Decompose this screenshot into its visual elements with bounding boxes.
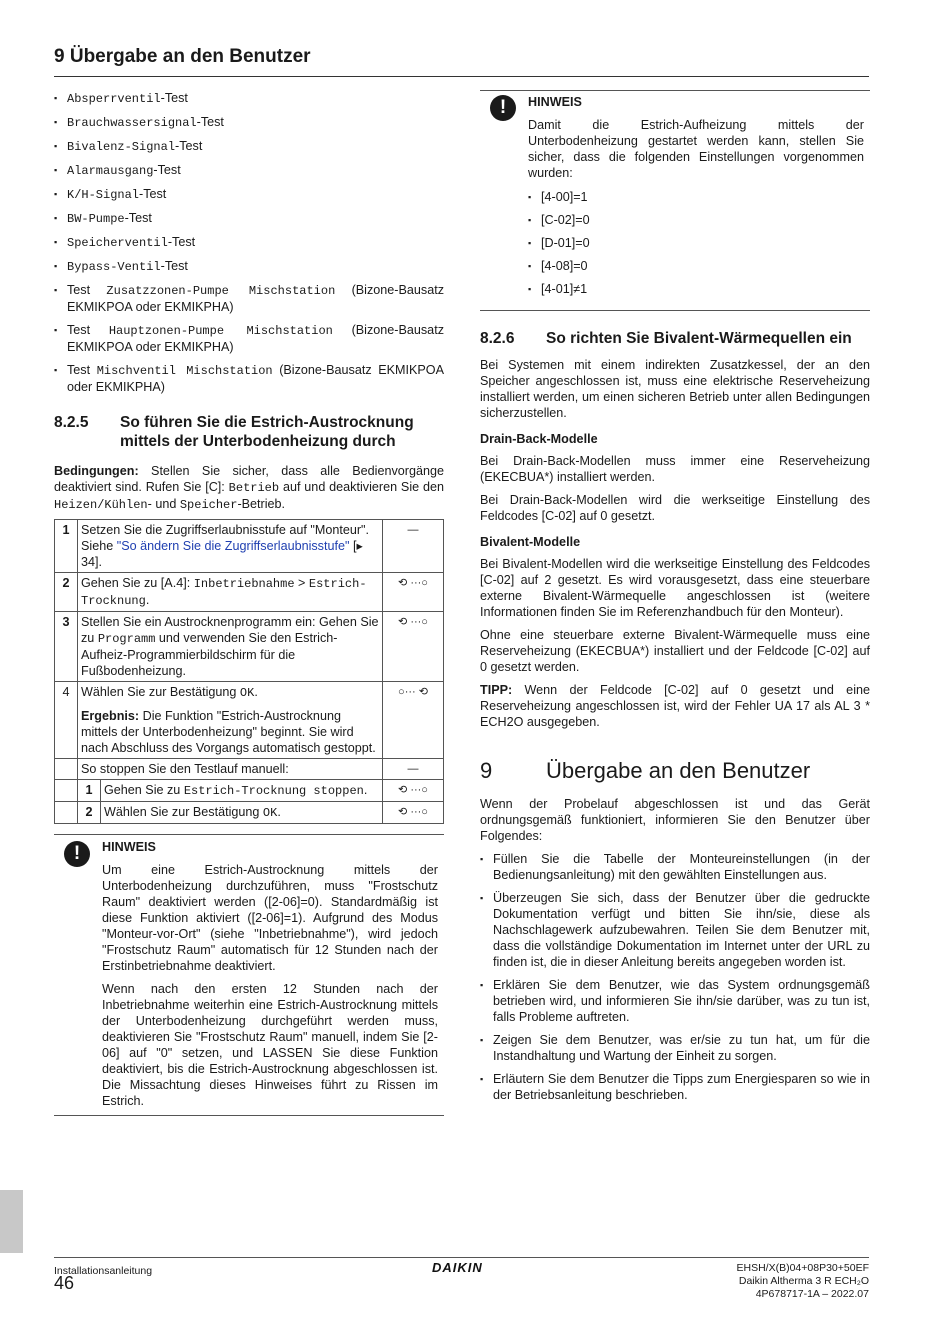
- text: Wählen Sie zur Bestätigung: [81, 685, 240, 699]
- menu-term: Estrich-Trocknung: [81, 577, 367, 608]
- section-number: 8.2.5: [54, 414, 89, 431]
- text: .: [254, 685, 258, 699]
- table-row: [55, 759, 444, 780]
- text: -Test: [160, 259, 188, 273]
- paragraph: Bei Bivalent-Modellen wird die werkseitige Einstellung des Feldcodes [C-02] auf 2 gesetzt. Es wird vorausgesetzt, dass eine steuerbare externe Bivalent-Wärmequelle angeschlossen ist (weitere Informationen finden Sie im Referenzhandbuch für den Monteur).: [480, 557, 870, 619]
- header-rule: [54, 76, 869, 77]
- section-title: So richten Sie Bivalent-Wärmequellen ein: [546, 330, 852, 347]
- text: -Test: [175, 139, 203, 153]
- chapter-heading: [480, 758, 870, 784]
- text: (Bizone-Bausatz EKMIKPOA oder EKMIKPHA): [67, 363, 444, 394]
- table-row: [55, 612, 444, 682]
- list-item: ▪ Überzeugen Sie sich, dass der Benutzer über die gedruckte Dokumentation verfügt und bitten Sie ihn/sie, diese als Nachschlagewerk aufzubewahren. Teilen Sie dem Benutzer mit, dass die vollständige Dokumentation im Internet unter der URL zu finden ist, die in dieser Anleitung bereits angegeben worden ist.: [480, 890, 870, 970]
- step-number: 2: [55, 573, 78, 612]
- menu-term: Hauptzonen-Pumpe Mischstation: [108, 324, 333, 338]
- left-column: [54, 90, 444, 1116]
- menu-term: Inbetriebnahme: [193, 577, 295, 591]
- list-item: ▪ Zeigen Sie dem Benutzer, was er/sie zu tun hat, um für die Instandhaltung und Wartung der Einheit zu sorgen.: [480, 1032, 870, 1064]
- notice-box: [54, 834, 444, 1116]
- text: - und: [147, 497, 180, 511]
- text: Test: [67, 363, 97, 377]
- paragraph: Ohne eine steuerbare externe Bivalent-Wärmequelle muss eine Reserveheizung (EKECBUA*) installiert und der Feldcode [C-02] auf 0 gesetzt werden.: [480, 628, 870, 674]
- daikin-logo: DAIKIN: [432, 1260, 483, 1275]
- footer-docnum: 4P678717-1A – 2022.07: [755, 1288, 869, 1300]
- result-label: Ergebnis:: [81, 709, 140, 723]
- list-item: ▪ Erklären Sie dem Benutzer, wie das System ordnungsgemäß betrieben wird, und informieren Sie ihn/sie darüber, was zu tun ist, falls Probleme auftreten.: [480, 977, 870, 1025]
- list-item: [54, 282, 444, 315]
- dial-icon: ⟲ ···○: [383, 573, 444, 612]
- dial-icon: ⟲ ···○: [383, 612, 444, 682]
- text: Stellen Sie ein Austrocknenprogramm ein: Gehen Sie zu: [81, 615, 379, 645]
- menu-term: BW-Pumpe: [67, 212, 125, 226]
- table-row: [55, 802, 444, 824]
- tip-paragraph: [480, 682, 870, 730]
- table-row: [55, 573, 444, 612]
- menu-term: Absperrventil: [67, 92, 161, 106]
- list-item: [54, 322, 444, 355]
- step-number: 3: [55, 612, 78, 682]
- list-item: [54, 114, 444, 131]
- list-item: ▪ [4-08]=0: [528, 258, 864, 274]
- notice-paragraph: Damit die Estrich-Aufheizung mittels der Unterbodenheizung gestartet werden kann, stellen Sie sicher, dass die folgenden Einstellungen vorgenommen wurden:: [528, 118, 864, 180]
- list-item: ▪ [4-01]≠1: [528, 281, 864, 297]
- text: Bedingungen:: [54, 464, 139, 478]
- menu-term: Speicherventil: [67, 236, 168, 250]
- menu-term: OK: [239, 686, 255, 700]
- warning-icon: !: [64, 841, 90, 867]
- text: .: [145, 593, 150, 607]
- footer-model: EHSH/X(B)04+08P30+50EF: [736, 1262, 869, 1274]
- list-item: [54, 362, 444, 395]
- text: -Test: [153, 163, 181, 177]
- step-text: [78, 612, 383, 682]
- substep-text: [101, 780, 383, 802]
- menu-term: Alarmausgang: [67, 164, 154, 178]
- bivalent-heading: Bivalent-Modelle: [480, 535, 581, 549]
- step-icon: —: [383, 759, 444, 780]
- access-level-link[interactable]: "So ändern Sie die Zugriffserlaubnisstufe": [116, 539, 350, 553]
- menu-term: Mischventil Mischstation: [96, 364, 273, 378]
- notice-title: HINWEIS: [528, 95, 582, 109]
- substep-number: 1: [78, 780, 101, 802]
- list-item: ▪ [C-02]=0: [528, 212, 864, 228]
- text: Stellen Sie sicher, dass alle Bedienvorgänge deaktiviert sind. Rufen Sie [C]:: [54, 464, 444, 494]
- notice-paragraph: Um eine Estrich-Austrocknung mittels der Unterbodenheizung durchzuführen, muss "Frostschutz Raum" deaktiviert werden ([2-06]=0). Standardmäßig ist diese Funktion aktiviert ([2-06]=1). Aufgrund des Modus "Monteur-vor-Ort" (siehe "Inbetriebnahme"), wird jedoch "Frostschutz Raum" automatisch für 12 Stunden nach der Erstinbetriebnahme deaktiviert.: [102, 863, 438, 973]
- drain-back-heading: Drain-Back-Modelle: [480, 432, 598, 446]
- footer-product: Daikin Altherma 3 R ECH₂O: [738, 1275, 869, 1287]
- text: -Test: [139, 187, 167, 201]
- list-item: [54, 186, 444, 203]
- menu-term: Speicher: [179, 498, 238, 512]
- menu-term: OK: [262, 806, 278, 820]
- paragraph: Bei Drain-Back-Modellen muss immer eine Reserveheizung (EKECBUA*) installiert werden.: [480, 454, 870, 484]
- list-item: ▪ [4-00]=1: [528, 189, 864, 205]
- chapter-intro: Wenn der Probelauf abgeschlossen ist und das Gerät ordnungsgemäß funktioniert, informieren Sie den Benutzer über Folgendes:: [480, 797, 870, 843]
- right-column: [480, 90, 870, 1110]
- text: (Bizone-Bausatz EKMIKPOA oder EKMIKPHA): [67, 323, 444, 354]
- page-tab-marker: [0, 1190, 23, 1253]
- footer-doc-type: Installationsanleitung: [54, 1265, 153, 1277]
- list-item: [54, 210, 444, 227]
- step-text: [78, 682, 383, 759]
- list-item: [54, 90, 444, 107]
- step-number: 4: [55, 682, 78, 759]
- section-8-2-6-heading: [480, 329, 870, 348]
- list-item: [54, 138, 444, 155]
- chapter-title: Übergabe an den Benutzer: [546, 758, 811, 783]
- substep-number: 2: [78, 802, 101, 824]
- substep-text: [101, 802, 383, 824]
- list-item: ▪ [D-01]=0: [528, 235, 864, 251]
- test-list: [54, 90, 444, 395]
- text: Gehen Sie zu [A.4]:: [81, 576, 194, 590]
- text: und verwenden Sie den Estrich-Aufheiz-Programmierbildschirm für die Fußbodenheizung.: [81, 631, 338, 678]
- section-8-2-5-heading: [54, 413, 444, 451]
- handover-list: [480, 851, 870, 1103]
- text: Gehen Sie zu: [104, 783, 184, 797]
- list-item: [54, 234, 444, 251]
- footer-product-info: [737, 1262, 870, 1301]
- stop-text: So stoppen Sie den Testlauf manuell:: [78, 759, 383, 780]
- footer-rule: [54, 1257, 869, 1258]
- chapter-number: 9: [480, 758, 493, 783]
- text: -Test: [160, 91, 188, 105]
- text: -Test: [124, 211, 152, 225]
- notice-title: HINWEIS: [102, 840, 156, 854]
- tip-label: TIPP:: [480, 683, 513, 697]
- text: -Betrieb.: [237, 497, 286, 511]
- text: -Test: [167, 235, 196, 249]
- menu-term: Heizen/Kühlen: [54, 498, 148, 512]
- text: >: [294, 576, 309, 590]
- menu-term: Zusatzzonen-Pumpe Mischstation: [106, 284, 336, 298]
- paragraph: Bei Drain-Back-Modellen wird die werkseitige Einstellung des Feldcodes [C-02] auf 0 gesetzt.: [480, 493, 870, 523]
- step-text: [78, 573, 383, 612]
- menu-term: Bivalenz-Signal: [67, 140, 176, 154]
- conditions-paragraph: [54, 463, 444, 513]
- table-row: [55, 520, 444, 573]
- step-text: [78, 520, 383, 573]
- warning-icon: !: [490, 95, 516, 121]
- page-number: 46: [54, 1273, 75, 1293]
- page-header: 9 Übergabe an den Benutzer: [54, 46, 311, 67]
- tip-text: Wenn der Feldcode [C-02] auf 0 gesetzt und eine Reserveheizung angeschlossen ist, wird der Fehler UA 17 als AL 3 * ECH2O ausgegeben.: [480, 683, 870, 729]
- step-1-text: Setzen Sie die Zugriffserlaubnisstufe auf "Monteur". Siehe: [81, 523, 370, 553]
- text: .: [363, 783, 368, 797]
- text: (Bizone-Bausatz EKMIKPOA oder EKMIKPHA): [67, 283, 444, 314]
- notice-box: [480, 90, 870, 311]
- text: .: [277, 805, 281, 819]
- settings-list: [528, 189, 864, 297]
- text: -Test: [196, 115, 224, 129]
- table-row: [55, 780, 444, 802]
- text: Test: [67, 323, 109, 337]
- dial-icon: ○··· ⟲: [383, 682, 444, 759]
- empty-cell: [55, 759, 78, 780]
- section-title: So führen Sie die Estrich-Austrocknung mittels der Unterbodenheizung durch: [120, 414, 414, 450]
- list-item: ▪ Füllen Sie die Tabelle der Monteureinstellungen (in der Bedienungsanleitung) mit den gewählten Einstellungen aus.: [480, 851, 870, 883]
- list-item: [54, 258, 444, 275]
- section-number: 8.2.6: [480, 330, 515, 347]
- menu-term: Programm: [97, 632, 156, 646]
- menu-term: Bypass-Ventil: [67, 260, 161, 274]
- table-row: [55, 682, 444, 759]
- menu-term: K/H-Signal: [67, 188, 140, 202]
- menu-term: Estrich-Trocknung stoppen: [183, 784, 364, 798]
- menu-term: Betrieb: [228, 481, 280, 495]
- step-number: 1: [55, 520, 78, 573]
- dial-icon: ⟲ ···○: [383, 780, 444, 802]
- text: Wählen Sie zur Bestätigung: [104, 805, 263, 819]
- list-item: ▪ Erläutern Sie dem Benutzer die Tipps zum Energiesparen so wie in der Betriebsanleitung beschrieben.: [480, 1071, 870, 1103]
- text: Test: [67, 283, 107, 297]
- steps-table: [54, 519, 444, 824]
- result-text: Die Funktion "Estrich-Austrocknung mittels der Unterbodenheizung" beginnt. Sie wird nach Abschluss des Vorgangs automatisch gestoppt.: [81, 709, 376, 755]
- menu-term: Brauchwassersignal: [67, 116, 197, 130]
- empty-cell: [55, 802, 78, 824]
- step-icon: —: [383, 520, 444, 573]
- text: auf und deaktivieren Sie den: [279, 480, 444, 494]
- page-ref: [▸ 34].: [81, 539, 363, 569]
- empty-cell: [55, 780, 78, 802]
- intro-paragraph: Bei Systemen mit einem indirekten Zusatzkessel, der an den Speicher angeschlossen ist, muss eine elektrische Reserveheizung installiert werden, um einen sicheren Betrieb unter allen Bedingungen sicherzustellen.: [480, 358, 870, 420]
- notice-paragraph: Wenn nach den ersten 12 Stunden nach der Inbetriebnahme weiterhin eine Estrich-Austrocknung mittels der Unterbodenheizung durchgeführt werden muss, deaktivieren Sie "Frostschutz Raum" manuell, indem Sie [2-06] auf "0" setzen, und LASSEN Sie diese Funktion deaktiviert, bis die Estrich-Austrocknung abgeschlossen ist. Die Missachtung dieses Hinweises führt zu Rissen im Estrich.: [102, 982, 438, 1108]
- dial-icon: ⟲ ···○: [383, 802, 444, 824]
- list-item: [54, 162, 444, 179]
